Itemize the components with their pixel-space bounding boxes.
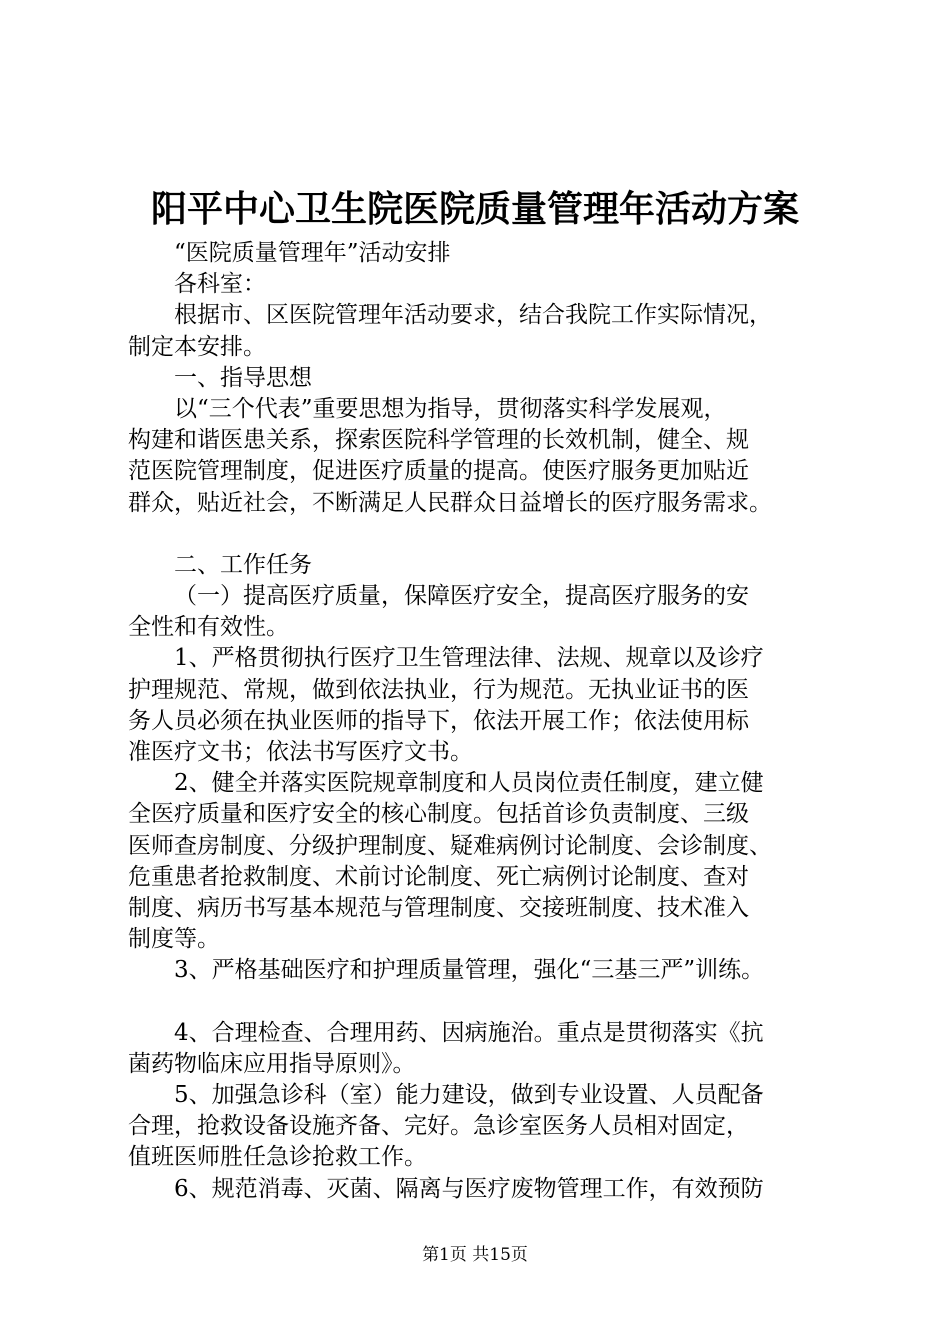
heading-activity-arrangement: “医院质量管理年”活动安排 xyxy=(174,240,451,266)
list-item-line: 1、严格贯彻执行医疗卫生管理法律、法规、规章以及诊疗 xyxy=(174,645,764,672)
page-number-footer: 第1页 共15页 xyxy=(422,1245,528,1265)
paragraph-line: 以“三个代表”重要思想为指导，贯彻落实科学发展观， xyxy=(174,395,727,422)
blank-line xyxy=(128,519,850,550)
list-item-line: 2、健全并落实医院规章制度和人员岗位责任制度，建立健 xyxy=(174,770,764,797)
section-heading: 二、工作任务 xyxy=(174,551,312,578)
list-item-line: 值班医师胜任急诊抢救工作。 xyxy=(128,1144,427,1171)
list-item-line: 护理规范、常规，做到依法执业，行为规范。无执业证书的医 xyxy=(128,676,749,703)
list-item-line: 医师查房制度、分级护理制度、疑难病例讨论制度、会诊制度、 xyxy=(128,832,772,859)
list-item-line: 准医疗文书；依法书写医疗文书。 xyxy=(128,739,473,765)
paragraph-line: 制定本安排。 xyxy=(128,333,266,360)
subsection-heading: （一）提高医疗质量，保障医疗安全，提高医疗服务的安 xyxy=(174,583,749,610)
list-item-line: 合理，抢救设备设施齐备、完好。急诊室医务人员相对固定， xyxy=(128,1113,749,1140)
list-item-line: 5、加强急诊科（室）能力建设，做到专业设置、人员配备 xyxy=(174,1082,764,1109)
paragraph-line: 构建和谐医患关系，探索医院科学管理的长效机制，健全、规 xyxy=(128,427,749,454)
paragraph-line: 群众，贴近社会，不断满足人民群众日益增长的医疗服务需求。 xyxy=(128,489,772,516)
document-body xyxy=(128,238,850,1205)
list-item-line: 制度、病历书写基本规范与管理制度、交接班制度、技术准入 xyxy=(128,894,749,921)
list-item-line: 务人员必须在执业医师的指导下，依法开展工作；依法使用标 xyxy=(128,707,749,734)
salutation: 各科室： xyxy=(174,271,266,298)
list-item-line: 制度等。 xyxy=(128,926,220,953)
blank-line xyxy=(128,987,850,1018)
list-item-line: 危重患者抢救制度、术前讨论制度、死亡病例讨论制度、查对 xyxy=(128,863,749,890)
list-item-line: 6、规范消毒、灭菌、隔离与医疗废物管理工作，有效预防 xyxy=(174,1175,764,1202)
list-item-line: 菌药物临床应用指导原则》。 xyxy=(128,1050,416,1077)
section-heading: 一、指导思想 xyxy=(174,364,312,391)
paragraph-line: 根据市、区医院管理年活动要求，结合我院工作实际情况， xyxy=(174,302,772,329)
list-item-line: 全医疗质量和医疗安全的核心制度。包括首诊负责制度、三级 xyxy=(128,801,749,828)
paragraph-line: 范医院管理制度，促进医疗质量的提高。使医疗服务更加贴近 xyxy=(128,458,749,485)
paragraph-line: 全性和有效性。 xyxy=(128,614,289,641)
list-item-line: 3、严格基础医疗和护理质量管理，强化“三基三严”训练。 xyxy=(174,957,765,984)
document-title: 阳平中心卫生院医院质量管理年活动方案 xyxy=(150,188,799,230)
list-item-line: 4、合理检查、合理用药、因病施治。重点是贯彻落实《抗 xyxy=(174,1019,764,1046)
